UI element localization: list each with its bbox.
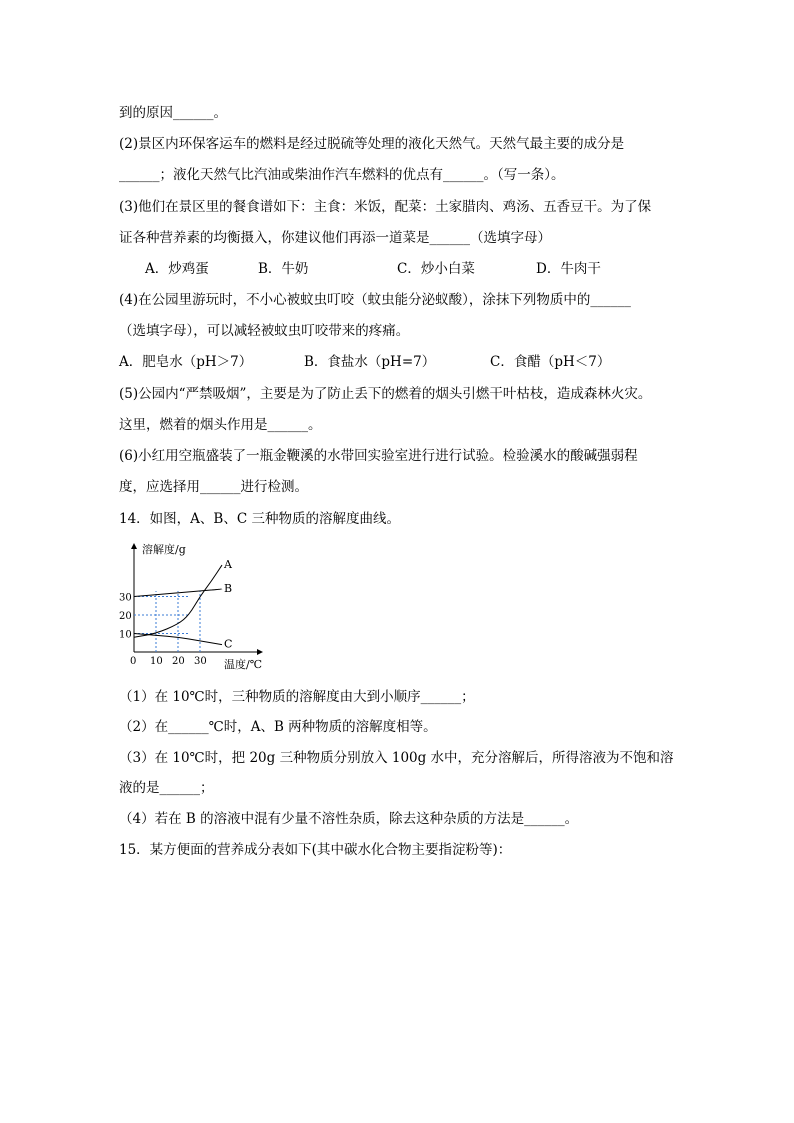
q3a: （3）在 10℃时，把 20g 三种物质分别放入 100g 水中，充分溶解后，所得溶液为不饱和溶 [119,750,674,766]
q2: （2）在______℃时，A、B 两种物质的溶解度相等。 [119,719,437,735]
l2: (2)景区内环保客运车的燃料是经过脱硫等处理的液化天然气。天然气最主要的成分是 [119,136,625,152]
l1: 到的原因______。 [119,105,227,121]
option-d: D．牛肉干 [536,261,601,277]
l11: 这里，燃着的烟头作用是______。 [119,417,322,433]
x-tick-30: 30 [194,656,207,667]
x-tick-20: 20 [172,656,185,667]
l5: 证各种营养素的均衡摄入，你建议他们再添一道菜是______（选填字母） [119,230,551,246]
option-soap: A．肥皂水（pH＞7） [119,354,253,370]
y-axis-label: 溶解度/g [142,543,186,556]
l12: (6)小红用空瓶盛装了一瓶金鞭溪的水带回实验室进行进行试验。检验溪水的酸碱强弱程 [119,448,638,464]
option-b: B．牛奶 [258,261,309,277]
q4: （4）若在 B 的溶液中混有少量不溶性杂质，除去这种杂质的方法是______。 [119,811,579,827]
l7: (4)在公园里游玩时，不小心被蚊虫叮咬（蚊虫能分泌蚁酸），涂抹下列物质中的______ [119,292,631,308]
l10: (5)公园内“严禁吸烟”，主要是为了防止丢下的燃着的烟头引燃干叶枯枝，造成森林火灾。 [119,386,652,402]
q1: （1）在 10℃时，三种物质的溶解度由大到小顺序______； [119,689,475,705]
curve-label-a: A [224,558,232,572]
curve-label-c: C [224,637,233,651]
option-c: C．炒小白菜 [397,261,475,277]
q3b: 液的是______； [119,780,214,796]
solubility-chart-svg [112,540,272,672]
y-tick-10: 10 [119,629,132,641]
l15: 15．某方便面的营养成分表如下(其中碳水化合物主要指淀粉等)： [119,842,512,858]
l3: ______；液化天然气比汽油或柴油作汽车燃料的优点有______。（写一条）。 [119,167,565,183]
option-salt: B．食盐水（pH=7） [304,354,436,370]
x-axis-label: 温度/℃ [224,658,263,671]
solubility-chart [112,540,272,672]
option-vinegar: C．食醋（pH＜7） [490,354,611,370]
l13: 度，应选择用______进行检测。 [119,479,308,495]
y-tick-20: 20 [119,611,132,622]
y-tick-30: 30 [119,592,132,604]
l14: 14．如图，A、B、C 三种物质的溶解度曲线。 [119,511,400,527]
l8: （选填字母），可以减轻被蚊虫叮咬带来的疼痛。 [119,323,410,339]
x-tick-0: 0 [130,656,137,667]
curve-label-b: B [224,582,233,596]
l4: (3)他们在景区里的餐食谱如下：主食：米饭，配菜：土家腊肉、鸡汤、五香豆干。为了保 [119,199,652,215]
option-a: A．炒鸡蛋 [145,261,209,277]
x-tick-10: 10 [150,656,163,667]
